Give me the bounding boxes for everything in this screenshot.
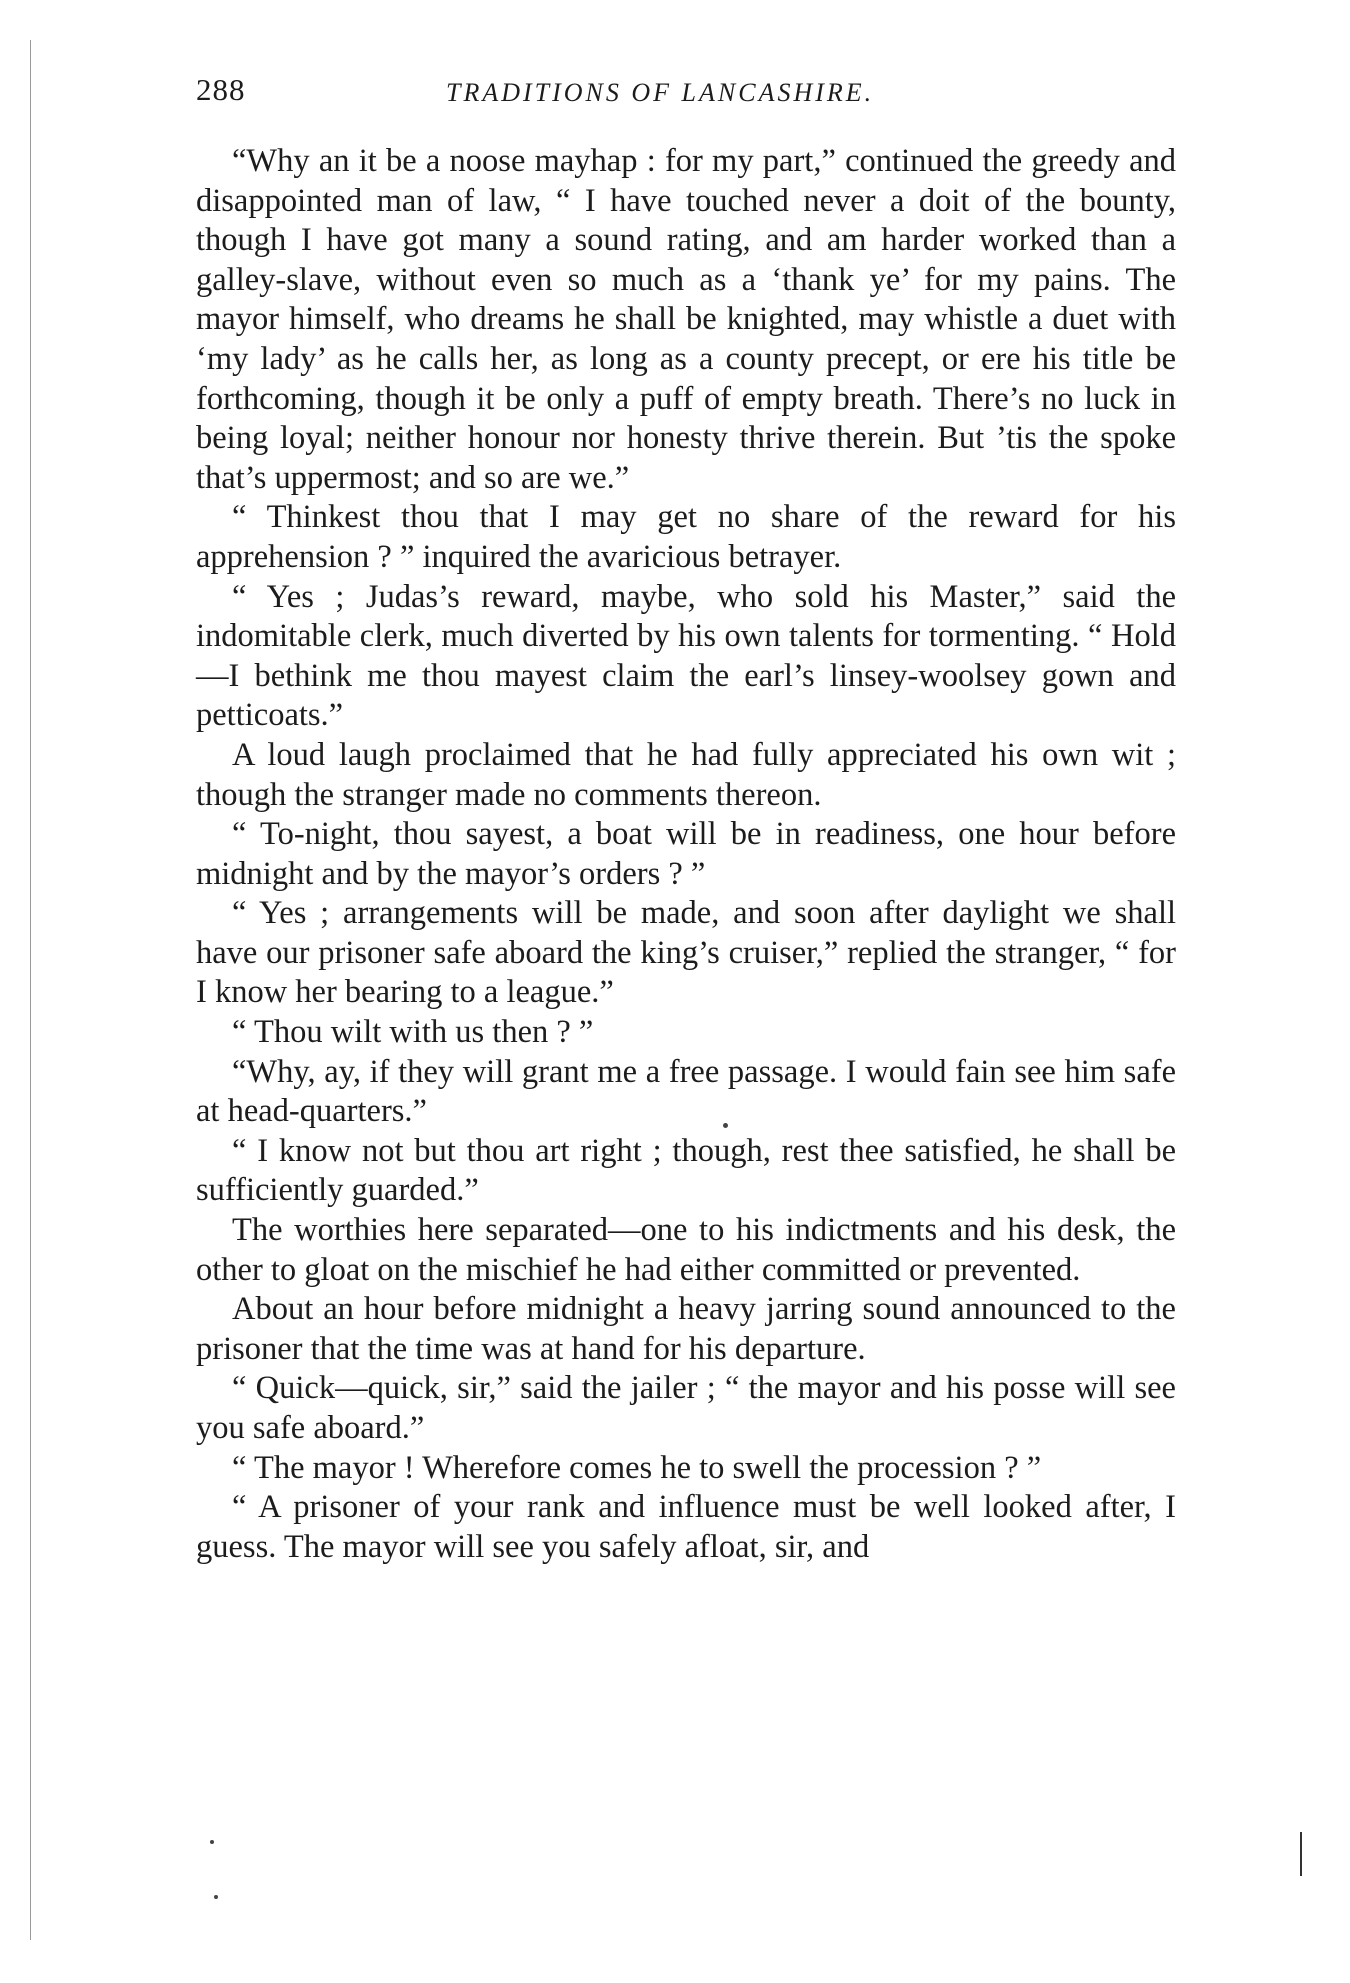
scan-mark <box>1300 1832 1302 1876</box>
paragraph: “ A prisoner of your rank and influence must be well looked after, I guess. The mayor will see you safely afloat, sir, and <box>196 1489 1176 1565</box>
paragraph: “ I know not but thou art right ; though, rest thee satisfied, he shall be sufficiently guarded.” <box>196 1132 1176 1209</box>
page-header <box>196 72 1176 112</box>
page-edge-rule <box>30 40 31 1940</box>
paragraph: “ Yes ; Judas’s reward, maybe, who sold his Master,” said the indomitable clerk, much diverted by his own talents for tormenting. “ Hold—I bethink me thou mayest claim the earl’s linsey-woolsey gown and petticoats.” <box>196 578 1176 734</box>
paragraph: “ Yes ; arrangements will be made, and soon after daylight we shall have our prisoner safe aboard the king’s cruiser,” replied the stranger, “ for I know her bearing to a league.” <box>196 895 1176 1011</box>
body-text <box>196 142 1176 1567</box>
paragraph: The worthies here separated—one to his indictments and his desk, the other to gloat on the mischief he had either committed or prevented. <box>196 1212 1176 1288</box>
paragraph: “Why an it be a noose mayhap : for my part,” continued the greedy and disappointed man of law, “ I have touched never a doit of the bounty, though I have got many a sound rating, and am harder worked than a galley-slave, without even so much as a ‘thank ye’ for my pains. The mayor himself, who dreams he shall be knighted, may whistle a duet with ‘my lady’ as he calls her, as long as a county precept, or ere his title be forthcoming, though it be only a puff of empty breath. There’s no luck in being loyal; neither honour nor honesty thrive therein. But ’tis the spoke that’s uppermost; and so are we.” <box>196 143 1176 496</box>
paragraph: “ Thinkest thou that I may get no share of the reward for his apprehension ? ” inquired the avaricious betrayer. <box>196 499 1176 575</box>
paragraph: “Why, ay, if they will grant me a free passage. I would fain see him safe at head-quarters.” <box>196 1053 1176 1130</box>
scan-speck <box>210 1840 214 1844</box>
paragraph: About an hour before midnight a heavy jarring sound announced to the prisoner that the time was at hand for his departure. <box>196 1291 1176 1367</box>
scan-speck <box>723 1123 728 1128</box>
page-number: 288 <box>196 72 246 107</box>
paragraph: A loud laugh proclaimed that he had fully appreciated his own wit ; though the stranger made no comments thereon. <box>196 736 1176 813</box>
paragraph: “ To-night, thou sayest, a boat will be in readiness, one hour before midnight and by the mayor’s orders ? ” <box>196 816 1176 892</box>
scan-speck <box>214 1895 218 1899</box>
paragraph: “ Quick—quick, sir,” said the jailer ; “ the mayor and his posse will see you safe aboard.” <box>196 1370 1176 1446</box>
paragraph: “ The mayor ! Wherefore comes he to swell the procession ? ” <box>232 1449 1042 1486</box>
paragraph: “ Thou wilt with us then ? ” <box>232 1014 594 1051</box>
running-title: TRADITIONS OF LANCASHIRE. <box>446 78 875 107</box>
